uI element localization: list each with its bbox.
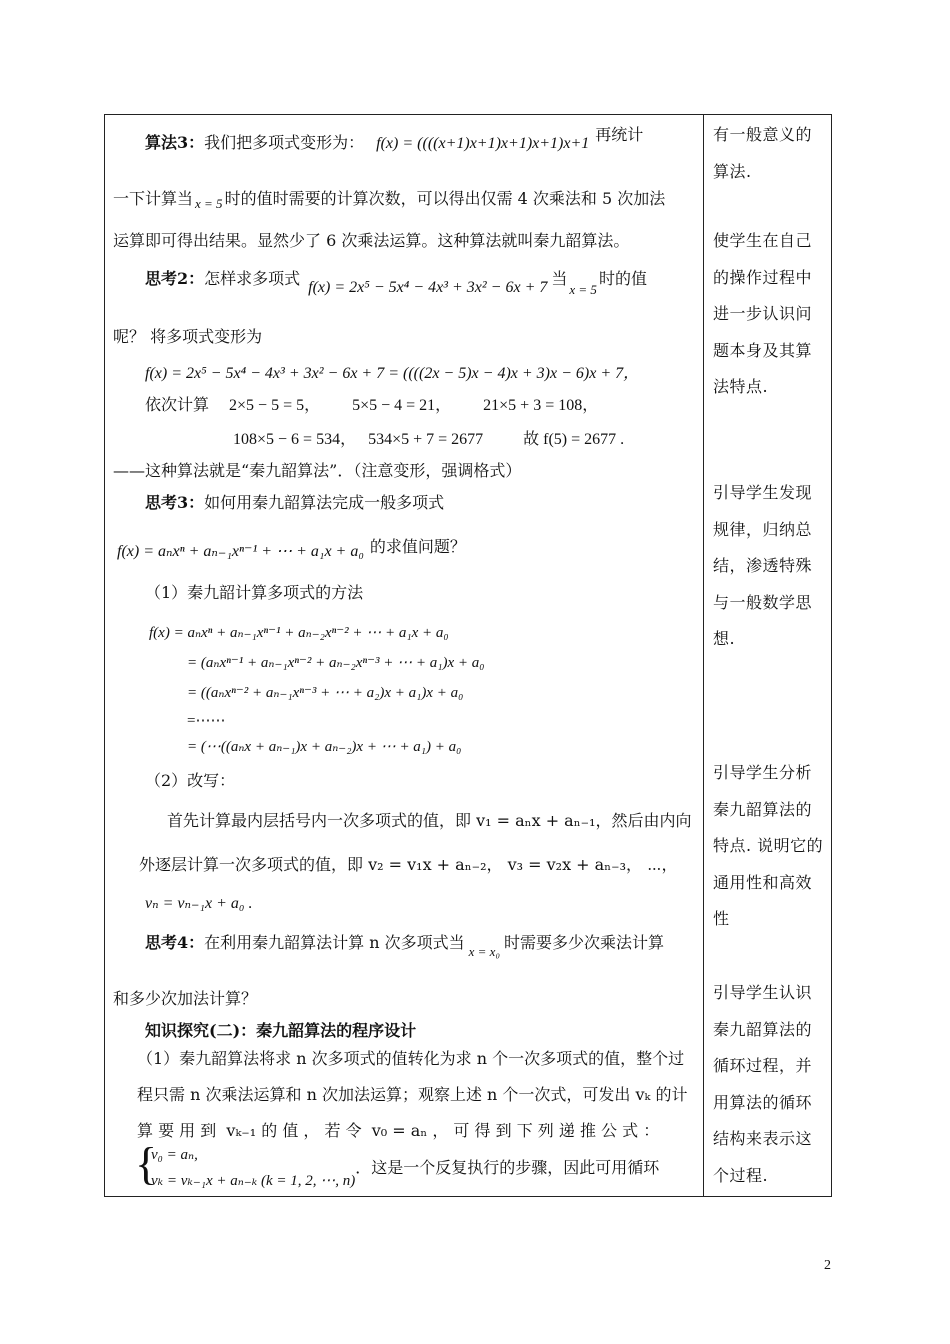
think2-when: 当: [551, 269, 568, 288]
think3-rewrite-2: [139, 847, 677, 883]
note-1: [713, 117, 825, 190]
knowledge-text-1: （1）秦九韶算法将求 n 次多项式的值转化为求 n 个一次多项式的值，整个过: [137, 1049, 685, 1068]
note-2-text: 使学生在自己的操作过程中进一步认识问题本身及其算法特点.: [713, 231, 813, 396]
algorithm3-line2: [113, 181, 665, 218]
think4-text: 在利用秦九韶算法计算 n 次多项式当: [204, 933, 465, 952]
think3-text-b: 的求值问题？: [369, 537, 466, 556]
derivation-line-2: = (aₙxⁿ⁻¹ + aₙ₋₁xⁿ⁻² + aₙ₋₂xⁿ⁻³ + ⋯ + a₁)x + a₀: [187, 655, 485, 671]
think2-condition: x = 5: [569, 282, 597, 297]
think3-line1: [145, 485, 444, 521]
think2-text-c: 时的值: [598, 269, 647, 288]
think4-condition: x = x₀: [468, 944, 500, 959]
think2-calc-steps2: 108×5 − 6 = 534， 534×5 + 7 = 2677 故 f(5) = 2677 .: [233, 431, 625, 448]
think3-step1-title: （1）秦九韶计算多项式的方法: [145, 583, 364, 602]
note-5: [713, 975, 825, 1194]
knowledge-text-3: 算 要 用 到 vₖ₋₁ 的 值 ， 若 令 v₀ = aₙ ， 可 得 到 下 列 递 推 公 式 ：: [137, 1121, 660, 1140]
think2-note: [113, 453, 521, 489]
rewrite-line-3: vₙ = vₙ₋₁x + a₀ .: [145, 895, 253, 912]
think3-rewrite-1: [167, 803, 692, 839]
think2-horner-form: f(x) = 2x⁵ − 5x⁴ − 4x³ + 3x² − 6x + 7 = ((((2x − 5)x − 4)x + 3)x − 6)x + 7，: [145, 365, 640, 382]
think3-step2-title: （2）改写：: [145, 771, 236, 790]
recurrence-line2: [151, 1158, 660, 1194]
note-2: [713, 223, 825, 406]
think3-derivation-3: [187, 677, 463, 708]
recurrence-brace: {: [135, 1138, 158, 1189]
think2-line1: [145, 261, 647, 298]
note-4-text: 引导学生分析秦九韶算法的特点. 说明它的通用性和高效性: [713, 763, 824, 928]
derivation-line-1: f(x) = aₙxⁿ + aₙ₋₁xⁿ⁻¹ + aₙ₋₂xⁿ⁻² + ⋯ + a₁x + a₀: [149, 625, 449, 641]
page-number: 2: [824, 1258, 831, 1273]
think3-derivation-1: [149, 617, 449, 648]
think2-line2: [113, 319, 262, 355]
knowledge-line1: [137, 1041, 684, 1077]
knowledge-line3: [137, 1113, 659, 1149]
algorithm3-condition: x = 5: [195, 196, 223, 211]
note-3-text: 引导学生发现规律，归纳总结，渗透特殊与一般数学思想.: [713, 483, 813, 648]
derivation-line-3: = ((aₙxⁿ⁻² + aₙ₋₁xⁿ⁻³ + ⋯ + a₂)x + a₁)x + a₀: [187, 685, 464, 701]
recurrence-base: v₀ = aₙ,: [151, 1147, 198, 1163]
think2-label: 思考2：: [145, 269, 205, 288]
note-1-text: 有一般意义的算法.: [713, 125, 813, 181]
think2-text: 怎样求多项式: [204, 269, 301, 288]
think3-label: 思考3：: [145, 493, 205, 512]
note-5-text: 引导学生认识秦九韶算法的循环过程，并用算法的循环结构来表示这个过程.: [713, 983, 813, 1185]
algorithm3-formula: f(x) = ((((x+1)x+1)x+1)x+1)x+1: [376, 135, 590, 152]
algorithm3-line1: [145, 125, 643, 162]
think2-note-text: ——这种算法就是“秦九韶算法”．（注意变形，强调格式）: [113, 461, 522, 480]
think4-line1: [145, 925, 664, 962]
knowledge-text-2: 程只需 n 次乘法运算和 n 次加法运算；观察上述 n 个一次式，可发出 vₖ 的计: [137, 1085, 688, 1104]
think2-calc-label: 依次计算: [145, 395, 210, 414]
derivation-line-5: = (⋯((aₙx + aₙ₋₁)x + aₙ₋₂)x + ⋯ + a₁) + a₀: [187, 739, 462, 755]
note-4: [713, 755, 825, 938]
think2-formula: f(x) = 2x⁵ − 5x⁴ − 4x³ + 3x² − 6x + 7: [308, 279, 548, 296]
think3-line2: [117, 529, 466, 566]
algorithm3-text-d: 时的值时需要的计算次数，可以得出仅需 4 次乘法和 5 次加法: [224, 189, 666, 208]
think3-step2: [145, 763, 235, 799]
think3-rewrite-3: [145, 885, 252, 922]
knowledge-heading: 知识探究(二)：秦九韶算法的程序设计: [145, 1021, 417, 1040]
think3-text: 如何用秦九韶算法完成一般多项式: [204, 493, 445, 512]
think4-text-b: 时需要多少次乘法计算: [503, 933, 664, 952]
note-3: [713, 475, 825, 658]
algorithm3-label: 算法3：: [145, 133, 205, 152]
think2-transform-text: 呢？ 将多项式变形为: [113, 327, 263, 346]
think3-general-poly: f(x) = aₙxⁿ + aₙ₋₁xⁿ⁻¹ + ⋯ + a₁x + a₀: [117, 543, 364, 560]
algorithm3-text: 我们把多项式变形为：: [204, 133, 365, 152]
column-divider: [703, 115, 704, 1196]
algorithm3-text-b: 再统计: [595, 125, 644, 144]
think3-derivation-2: [187, 647, 484, 678]
knowledge-line2: [137, 1077, 687, 1113]
derivation-line-4: =⋯⋯: [187, 713, 226, 729]
algorithm3-conclusion: 运算即可得出结果。显然少了 6 次乘法运算。这种算法就叫秦九韶算法。: [113, 231, 630, 250]
think4-label: 思考4：: [145, 933, 205, 952]
think2-calc-row1: [145, 387, 598, 424]
rewrite-line-2: 外逐层计算一次多项式的值，即 v₂ = v₁x + aₙ₋₂， v₃ = v₂x + aₙ₋₃， ⋯，: [139, 855, 678, 874]
think4-line2: [113, 981, 257, 1017]
think2-calc-steps1: 2×5 − 5 = 5， 5×5 − 4 = 21， 21×5 + 3 = 108，: [229, 397, 599, 414]
knowledge-text-tail: ．这是一个反复执行的步骤，因此可用循环: [355, 1158, 660, 1177]
algorithm3-line3: [113, 223, 629, 259]
lesson-table: [104, 114, 832, 1197]
algorithm3-text-c: 一下计算当: [113, 189, 194, 208]
recurrence-line1: [151, 1141, 198, 1168]
think3-derivation-5: [187, 731, 461, 762]
recurrence-step: vₖ = vₖ₋₁x + aₙ₋ₖ (k = 1, 2, ⋯, n): [151, 1173, 356, 1189]
rewrite-line-1: 首先计算最内层括号内一次多项式的值，即 v₁ = aₙx + aₙ₋₁，然后由内向: [167, 811, 692, 830]
think3-step1: [145, 575, 363, 611]
think4-text-c: 和多少次加法计算？: [113, 989, 258, 1008]
